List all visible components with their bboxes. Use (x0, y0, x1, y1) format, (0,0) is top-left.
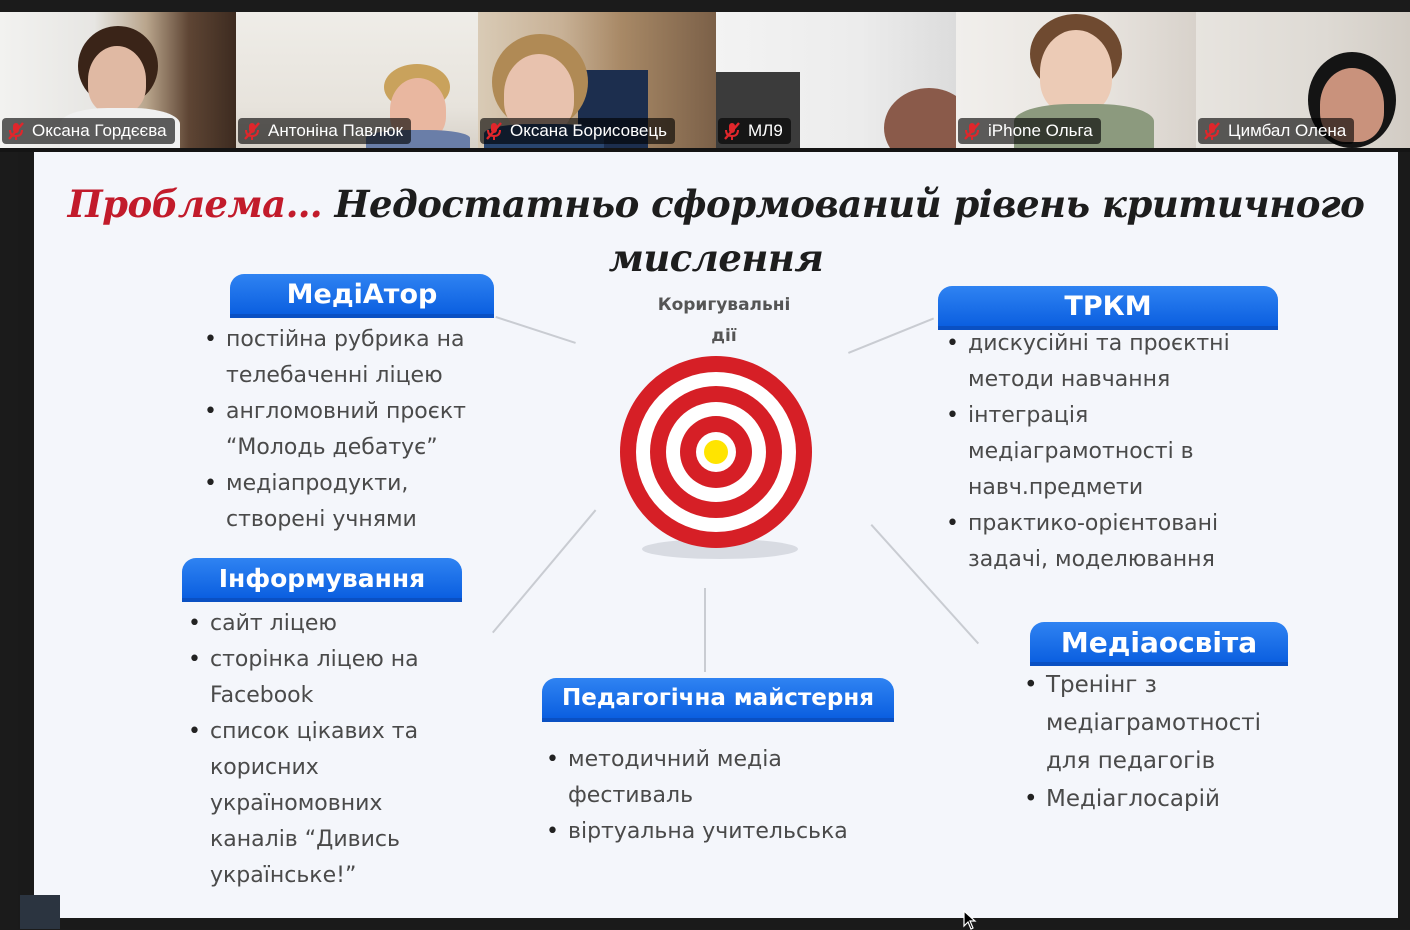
ped-list (546, 742, 906, 850)
participant-name-tag (718, 118, 791, 144)
mic-muted-icon (962, 121, 982, 141)
list-item: • постійна рубрика на телебаченні ліцею (204, 322, 524, 394)
participant-name-tag (958, 118, 1101, 144)
slide-title-line1 (34, 182, 1398, 226)
center-label-line2: дії (711, 326, 737, 346)
mic-muted-icon (484, 121, 504, 141)
list-item: • сайт ліцею (188, 606, 488, 642)
ped-header: Педагогічна майстерня (542, 678, 894, 718)
person-shoulder (884, 88, 956, 148)
participant-name: Оксана Гордєєва (32, 121, 167, 140)
mic-muted-icon (6, 121, 26, 141)
list-item: • Тренінг з медіаграмотності для педагогів (1024, 666, 1304, 780)
list-item: • список цікавих та корисних україномовних каналів “Дивись українське!” (188, 714, 488, 894)
list-item: • Медіаглосарій (1024, 780, 1304, 818)
center-label-line1: Коригувальні (657, 295, 791, 315)
mic-muted-icon (722, 121, 742, 141)
participant-name: iPhone Ольга (988, 121, 1093, 140)
mediaosvita-list (1024, 666, 1304, 818)
mediator-header: МедіАтор (230, 274, 494, 314)
trkm-header: ТРКМ (938, 286, 1278, 326)
list-item: • інтеграція медіаграмотності в навч.предмети (946, 398, 1306, 506)
mediator-list (204, 322, 524, 538)
slide-title-problem: Проблема… (67, 182, 323, 226)
target-icon (610, 344, 830, 564)
mediaosvita-header: Медіаосвіта (1030, 622, 1288, 662)
trkm-list (946, 326, 1306, 578)
participant-strip (0, 12, 1410, 148)
participant-tile[interactable] (716, 12, 956, 148)
list-item: • дискусійні та проєктні методи навчання (946, 326, 1306, 398)
participant-name-tag (2, 118, 175, 144)
connector-line (704, 588, 706, 672)
participant-name: МЛ9 (748, 121, 783, 140)
participant-tile[interactable] (236, 12, 478, 148)
participant-tile[interactable] (0, 12, 236, 148)
list-item: • практико-орієнтовані задачі, моделювання (946, 506, 1306, 578)
top-bar (0, 0, 1410, 12)
person-face (88, 46, 146, 114)
person-face (1040, 30, 1112, 114)
list-item: • методичний медіа фестиваль (546, 742, 906, 814)
connector-line (848, 318, 934, 354)
participant-name-tag (1198, 118, 1354, 144)
participant-tile[interactable] (956, 12, 1196, 148)
list-item: • англомовний проєкт “Молодь дебатує” (204, 394, 524, 466)
inform-header: Інформування (182, 558, 462, 598)
inform-list (188, 606, 488, 894)
participant-name-tag (480, 118, 675, 144)
list-item: • медіапродукти, створені учнями (204, 466, 524, 538)
center-label (654, 290, 794, 352)
participant-name-tag (238, 118, 411, 144)
participant-tile[interactable] (478, 12, 716, 148)
slide-title-line2: мислення (608, 236, 824, 280)
mouse-cursor-icon (963, 910, 977, 930)
list-item: • віртуальна учительська (546, 814, 906, 850)
slide-title-text: Недостатньо сформований рівень критичного (334, 182, 1365, 226)
participant-name: Антоніна Павлюк (268, 121, 403, 140)
list-item: • сторінка ліцею на Facebook (188, 642, 488, 714)
slide-corner-shadow (20, 895, 60, 929)
mic-muted-icon (1202, 121, 1222, 141)
participant-tile[interactable] (1196, 12, 1410, 148)
participant-name: Цимбал Олена (1228, 121, 1347, 140)
shared-slide (34, 152, 1398, 918)
mic-muted-icon (242, 121, 262, 141)
participant-name: Оксана Борисовець (510, 121, 667, 140)
